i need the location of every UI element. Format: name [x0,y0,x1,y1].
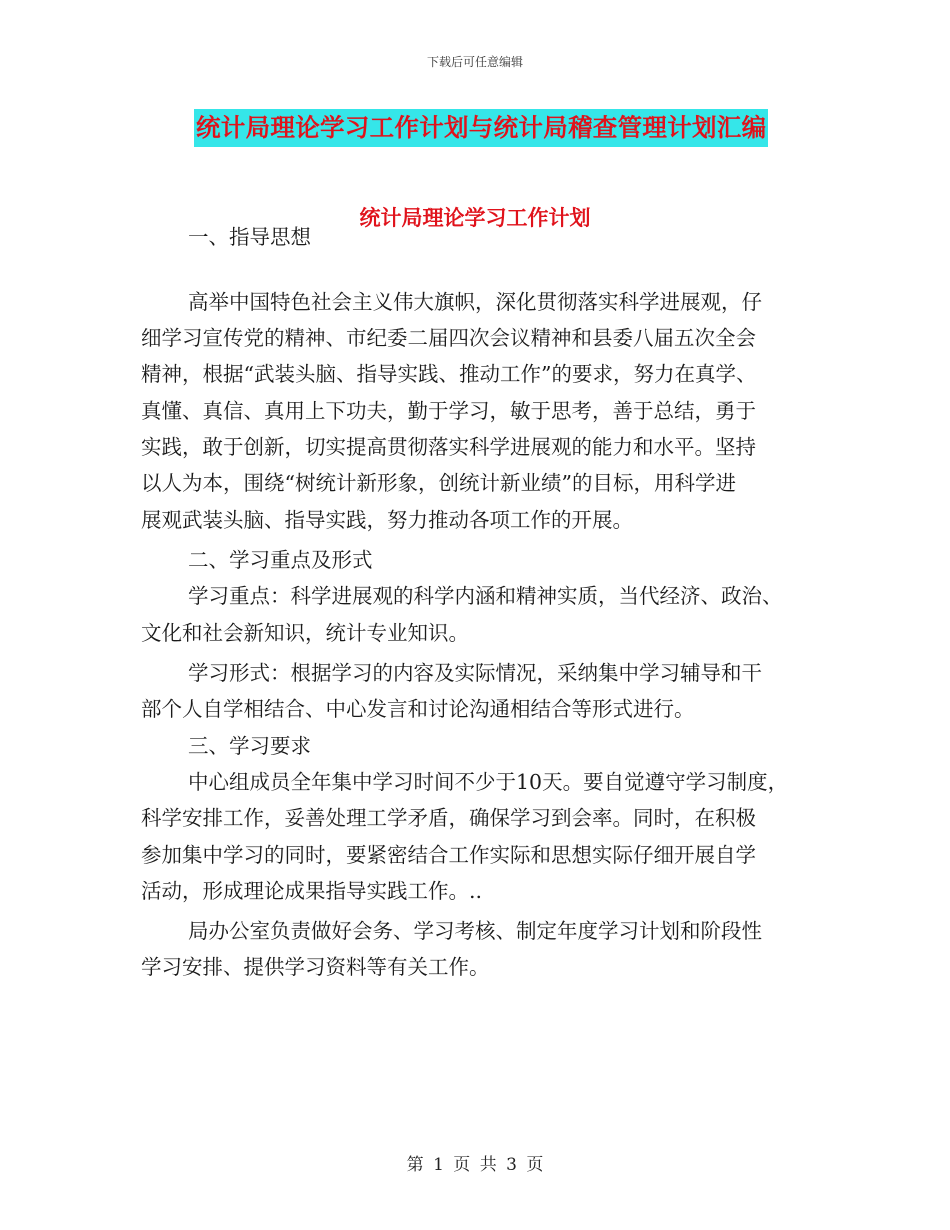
paragraph-line: 科学安排工作，妥善处理工学矛盾，确保学习到会率。同时，在积极 [141,806,756,830]
paragraph-line: 展观武装头脑、指导实践，努力推动各项工作的开展。 [141,508,633,532]
paragraph-line: 学习形式：根据学习的内容及实际情况，采纳集中学习辅导和干 [188,661,762,685]
heading-study-focus: 二、学习重点及形式 [188,548,373,572]
paragraph-line: 局办公室负责做好会务、学习考核、制定年度学习计划和阶段性 [188,919,762,943]
main-title: 统计局理论学习工作计划与统计局稽查管理计划汇编 [196,113,767,142]
paragraph-line: 参加集中学习的同时，要紧密结合工作实际和思想实际仔细开展自学 [141,843,756,867]
main-title-highlight [194,109,768,147]
paragraph-line: 活动，形成理论成果指导实践工作。.. [141,879,483,903]
paragraph-line: 以人为本，围绕“树统计新形象，创统计新业绩”的目标，用科学进 [141,471,736,495]
paragraph-line: 高举中国特色社会主义伟大旗帜，深化贯彻落实科学进展观，仔 [188,290,762,314]
section-title: 统计局理论学习工作计划 [359,206,591,230]
heading-guiding-ideology: 一、指导思想 [188,225,311,249]
paragraph-line: 真懂、真信、真用上下功夫，勤于学习，敏于思考，善于总结，勇于 [141,399,756,423]
paragraph-line: 学习重点：科学进展观的科学内涵和精神实质，当代经济、政治、 [188,584,783,608]
paragraph-line: 实践，敢于创新，切实提高贯彻落实科学进展观的能力和水平。坚持 [141,435,756,459]
paragraph-line: 精神，根据“武装头脑、指导实践、推动工作”的要求，努力在真学、 [141,362,757,386]
page-footer-indicator: 第 1 页 共 3 页 [406,1155,544,1175]
paragraph-line: 学习安排、提供学习资料等有关工作。 [141,955,490,979]
page-header-note: 下载后可任意编辑 [426,55,523,69]
paragraph-line: 细学习宣传党的精神、市纪委二届四次会议精神和县委八届五次全会 [141,326,756,350]
paragraph-line: 部个人自学相结合、中心发言和讨论沟通相结合等形式进行。 [141,697,695,721]
paragraph-line: 中心组成员全年集中学习时间不少于10天。要自觉遵守学习制度， [188,770,789,794]
paragraph-line: 文化和社会新知识，统计专业知识。 [141,621,469,645]
heading-study-requirements: 三、学习要求 [188,734,311,758]
